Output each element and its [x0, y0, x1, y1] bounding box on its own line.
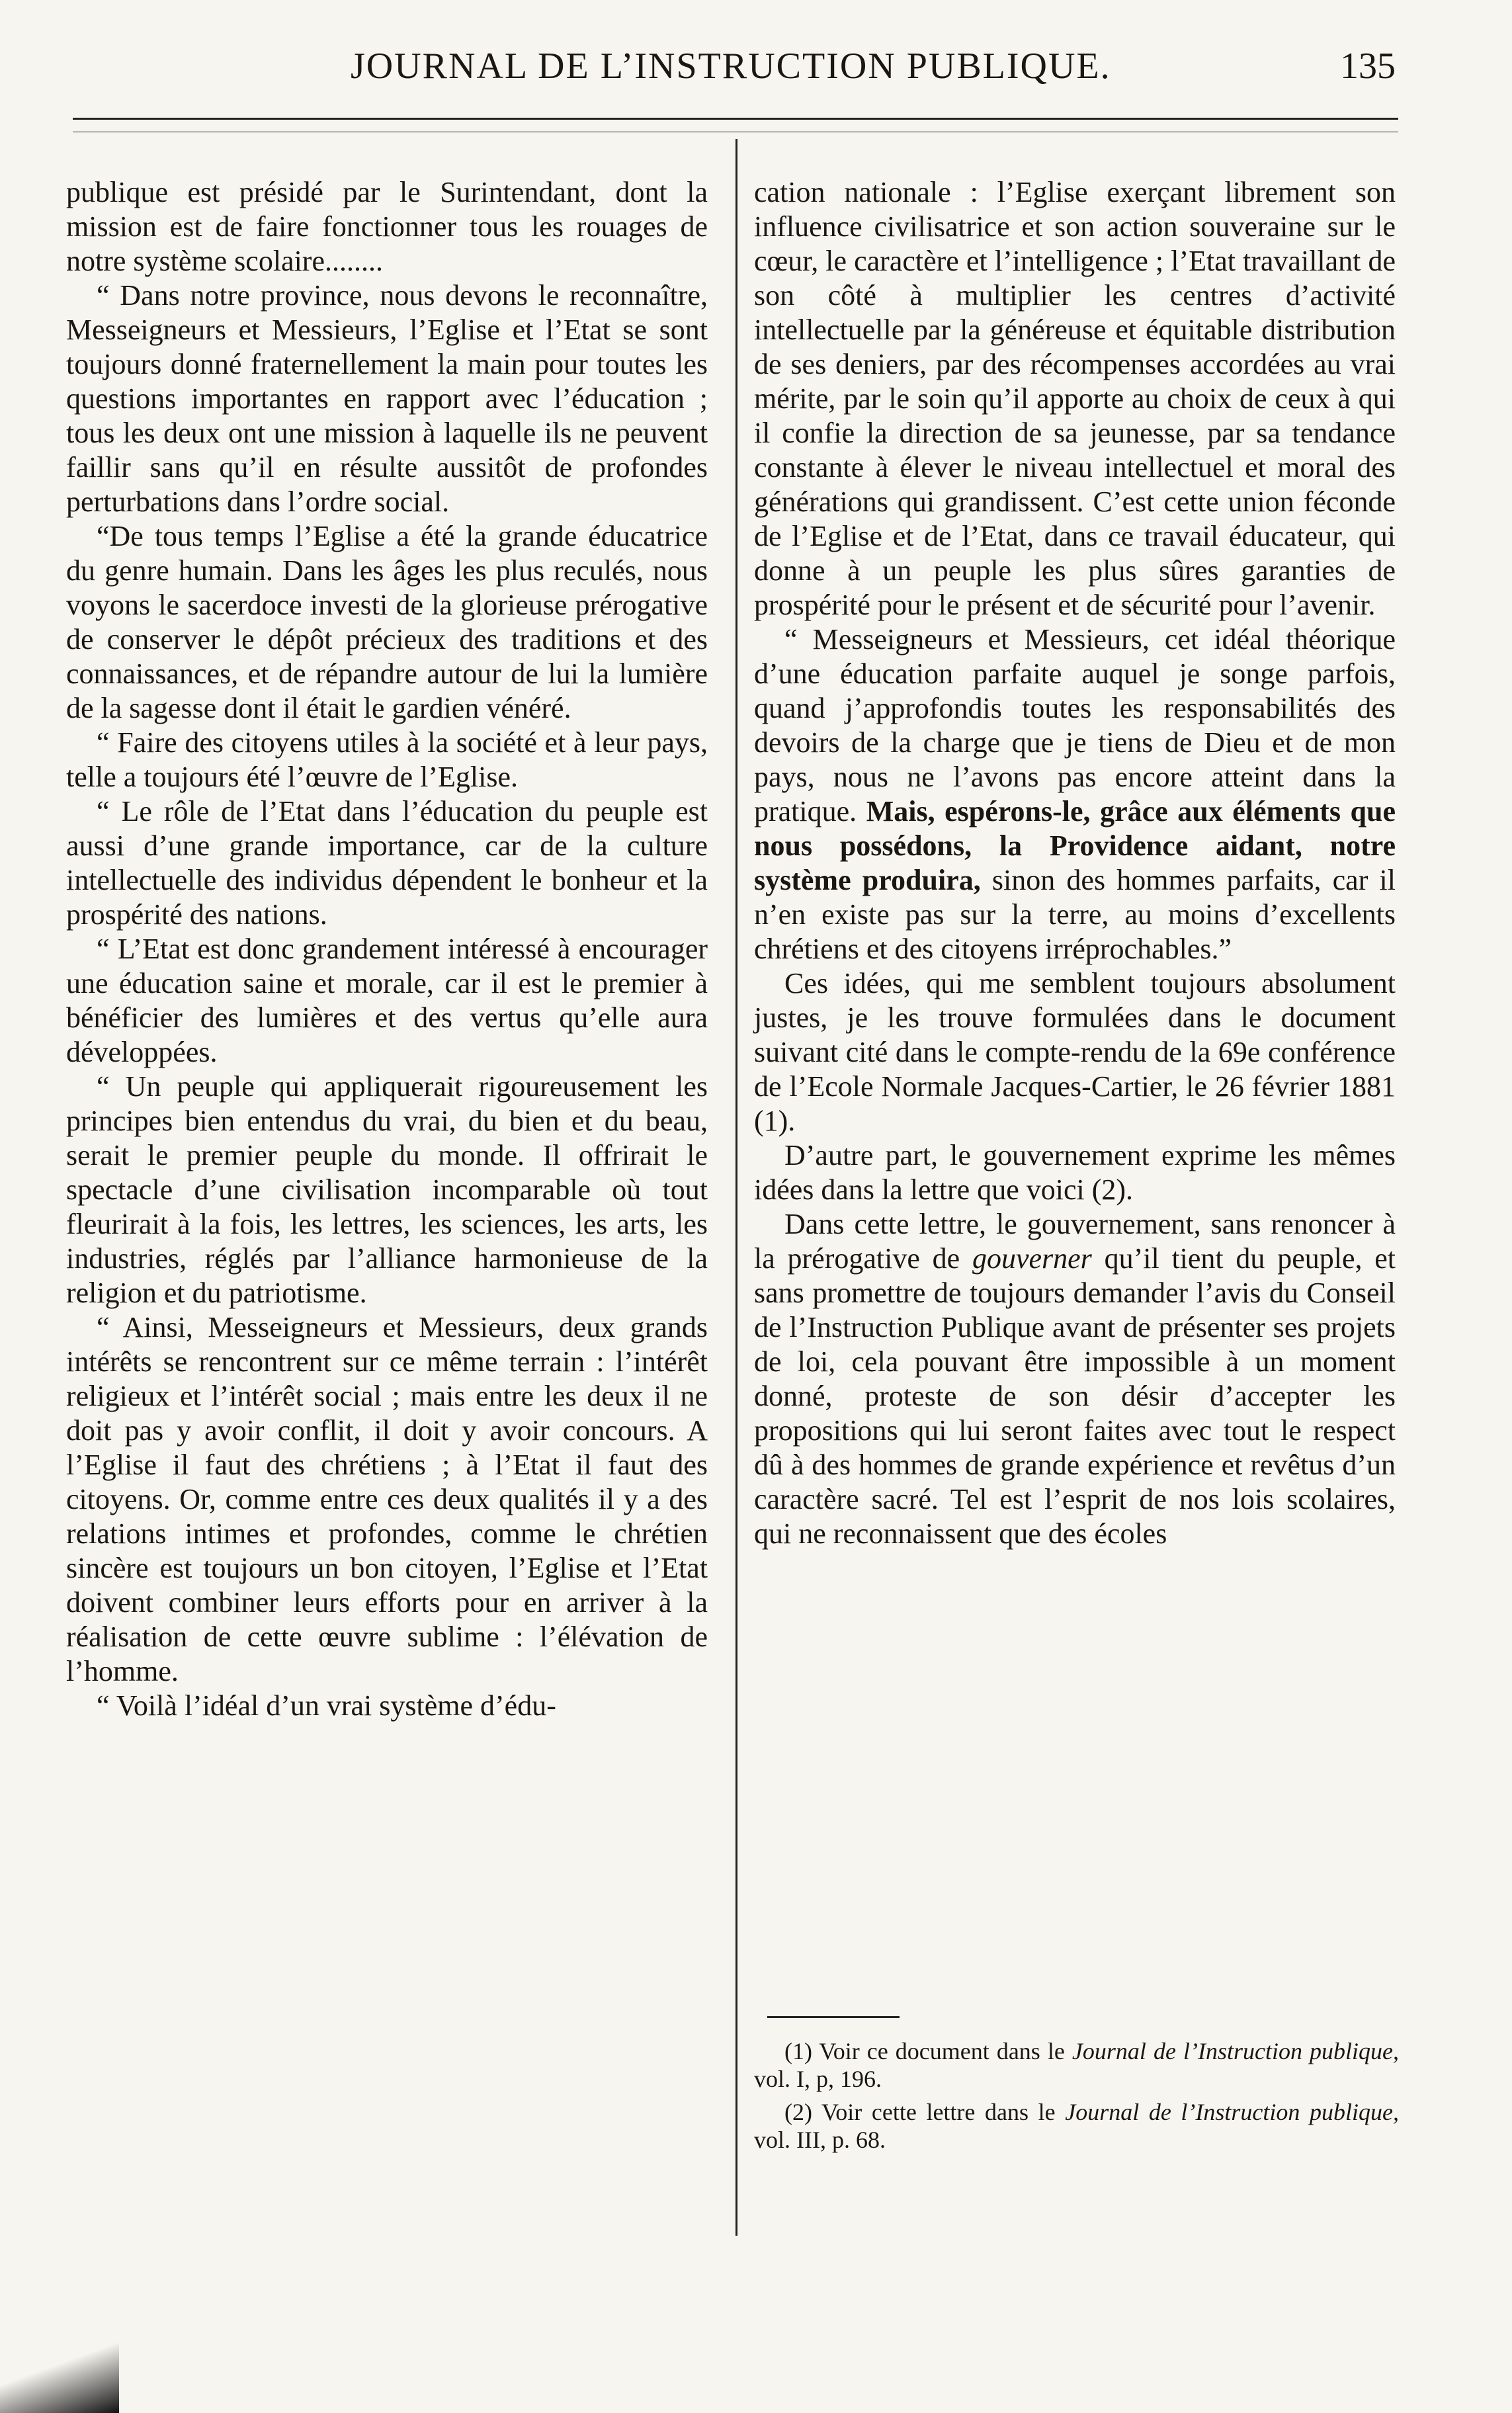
paragraph: cation nationale : l’Eglise exerçant librement son influence civilisatrice et son action souveraine sur le cœur, le caractère et l’intelligence ; l’Etat travaillant de son côté à multiplier les centres d’activité intellectuelle par la généreuse et équitable distribution de ses deniers, par des récompenses accordées au vrai mérite, par le soin qu’il apporte au choix de ceux à qui il confie la direction de sa jeunesse, par sa tendance constante à élever le niveau intellectuel et moral des générations qui grandissent. C’est cette union féconde de l’Eglise et de l’Etat, dans ce travail éducateur, qui donne à un peuple les plus sûres garanties de prospérité pour le présent et de sécurité pour l’avenir.: [754, 176, 1396, 621]
footnotes: [754, 2037, 1399, 2159]
paragraph-text: Dans cette lettre, le gouvernement, sans renoncer à la prérogative de: [754, 1208, 1396, 1275]
column-divider: [735, 139, 737, 2236]
paragraph: “ Ainsi, Messeigneurs et Messieurs, deux grands intérêts se rencontrent sur ce même terrain : l’intérêt religieux et l’intérêt social ; mais entre les deux il ne doit pas y avoir conflit, il doit y avoir concours. A l’Eglise il faut des chrétiens ; à l’Etat il faut des citoyens. Or, comme entre ces deux qualités il y a des relations intimes et profondes, comme le chrétien sincère est toujours un bon citoyen, l’Eglise et l’Etat doivent combiner leurs efforts pour en arriver à la réalisation de cette œuvre sublime : l’élévation de l’homme.: [66, 1311, 708, 1687]
paragraph: “De tous temps l’Eglise a été la grande éducatrice du genre humain. Dans les âges les plus reculés, nous voyons le sacerdoce investi de la glorieuse prérogative de conserver le dépôt précieux des traditions et des connaissances, et de répandre autour de lui la lumière de la sagesse dont il était le gardien vénéré.: [66, 520, 708, 724]
running-head: [73, 45, 1396, 98]
paragraph: “ Voilà l’idéal d’un vrai système d’édu-: [97, 1689, 556, 1722]
italic-term: gouverner: [972, 1242, 1092, 1275]
footnote-source: Journal de l’Instruction publique,: [1071, 2038, 1400, 2064]
footnote: [754, 2098, 1399, 2154]
paragraph: [754, 622, 1396, 966]
right-column: [754, 175, 1396, 1551]
paragraph: D’autre part, le gouvernement exprime les mêmes idées dans la lettre que voici (2).: [754, 1139, 1396, 1206]
scan-edge-shadow: [0, 2327, 119, 2413]
running-title: JOURNAL DE L’INSTRUCTION PUBLIQUE.: [351, 46, 1111, 87]
bold-text: Mais, espérons-le, grâce aux éléments que nous possédons, la Providence aidant, notre système produira,: [754, 795, 1396, 896]
footnote-rule: [767, 2016, 900, 2018]
paragraph: “ Un peuple qui appliquerait rigoureusement les principes bien entendus du vrai, du bien et du beau, serait le premier peuple du monde. Il offrirait le spectacle d’une civilisation incomparable où tout fleurirait à la fois, les lettres, les sciences, les arts, les industries, réglés par l’alliance harmonieuse de la religion et du patriotisme.: [66, 1070, 708, 1309]
paragraph: “ Le rôle de l’Etat dans l’éducation du peuple est aussi d’une grande importance, car de la culture intellectuelle des individus dépendent le bonheur et la prospérité des nations.: [66, 795, 708, 931]
footnote-text: vol. I, p, 196.: [754, 2066, 882, 2092]
paragraph: [754, 1207, 1396, 1551]
paragraph: publique est présidé par le Surintendant, dont la mission est de faire fonctionner tous les rouages de notre système scolaire........: [66, 176, 708, 277]
paragraph: “ L’Etat est donc grandement intéressé à encourager une éducation saine et morale, car il est le premier à bénéficier des lumières et des vertus qu’elle aura développées.: [66, 933, 708, 1068]
paragraph-text: sinon des hommes parfaits, car il n’en existe pas sur la terre, au moins d’excellents chrétiens et des citoyens irréprochables.”: [754, 864, 1396, 965]
left-column: [66, 175, 708, 1723]
paragraph-text: “ Messeigneurs et Messieurs, cet idéal théorique d’une éducation parfaite auquel je songe parfois, quand j’approfondis toutes les responsabilités des devoirs de la charge que je tiens de Dieu et de mon pays, nous ne l’avons pas encore atteint dans la pratique.: [754, 623, 1396, 827]
footnote-text: (1) Voir ce document dans le: [784, 2038, 1072, 2064]
page-number: 135: [1340, 46, 1396, 87]
paragraph: Ces idées, qui me semblent toujours absolument justes, je les trouve formulées dans le document suivant cité dans le compte-rendu de la 69e conférence de l’Ecole Normale Jacques-Cartier, le 26 février 1881 (1).: [754, 967, 1396, 1137]
footnote: [754, 2037, 1399, 2093]
footnote-source: Journal de l’Instruction publique,: [1065, 2099, 1399, 2125]
paragraph: “ Dans notre province, nous devons le reconnaître, Messeigneurs et Messieurs, l’Eglise et l’Etat se sont toujours donné fraternellement la main pour toutes les questions importantes en rapport avec l’éducation ; tous les deux ont une mission à laquelle ils ne peuvent faillir sans qu’il en résulte aussitôt de profondes perturbations dans l’ordre social.: [66, 279, 708, 518]
footnote-text: vol. III, p. 68.: [754, 2127, 886, 2153]
header-double-rule: [73, 118, 1398, 132]
paragraph-text: qu’il tient du peuple, et sans promettre de toujours demander l’avis du Conseil de l’Instruction Publique avant de présenter ses projets de loi, cela pouvant être impossible à un moment donné, proteste de son désir d’accepter les propositions qui lui seront faites avec tout le respect dû à des hommes de grande expérience et revêtus d’un caractère sacré. Tel est l’esprit de nos lois scolaires, qui ne reconnaissent que des écoles: [754, 1242, 1396, 1550]
paragraph: “ Faire des citoyens utiles à la société et à leur pays, telle a toujours été l’œuvre de l’Eglise.: [66, 726, 708, 793]
footnote-text: (2) Voir cette lettre dans le: [784, 2099, 1066, 2125]
